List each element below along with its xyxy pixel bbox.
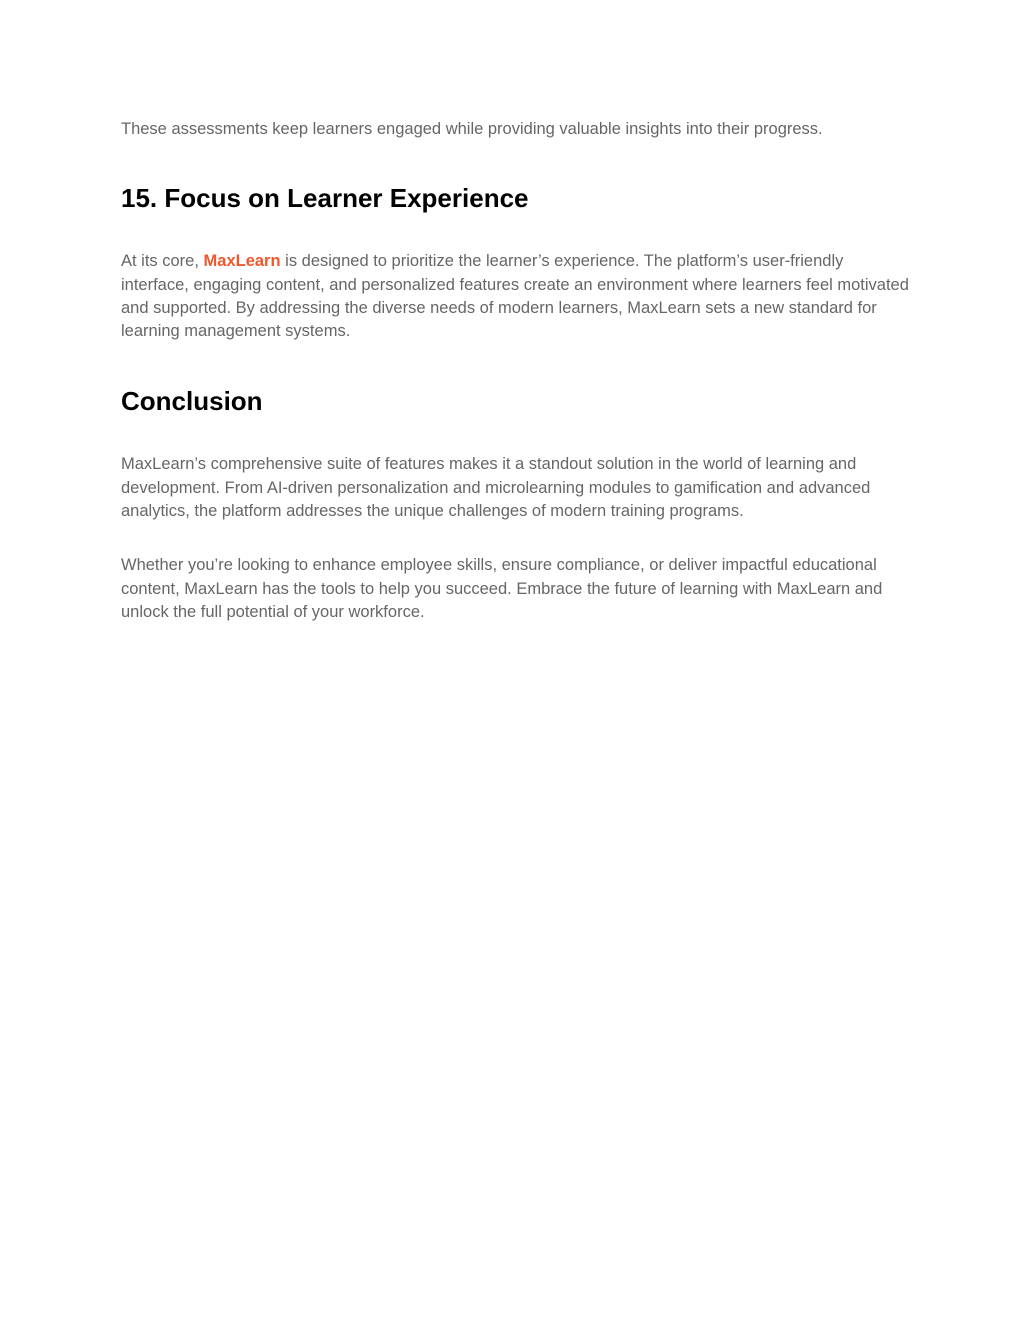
intro-paragraph: These assessments keep learners engaged while providing valuable insights into their progress. (121, 120, 823, 138)
conclusion-paragraph-1: MaxLearn’s comprehensive suite of features makes it a standout solution in the world of learning and development. From AI-driven personalization and microlearning modules to gamification and advanced analytics, the platform addresses the unique challenges of modern training programs. (121, 455, 871, 521)
paragraph-suffix-text: is designed to prioritize the learner’s experience. The platform’s user-friendly interface, engaging content, and personalized features create an environment where learners feel motivated and supported. By addressing the diverse needs of modern learners, MaxLearn sets a new standard for learning management systems. (121, 252, 909, 341)
learner-experience-paragraph (121, 250, 911, 343)
paragraph-prefix-text: At its core, (121, 252, 204, 271)
document-page (121, 118, 911, 624)
maxlearn-link[interactable]: MaxLearn (203, 252, 281, 271)
conclusion-paragraph-2: Whether you’re looking to enhance employee skills, ensure compliance, or deliver impactful educational content, MaxLearn has the tools to help you succeed. Embrace the future of learning with MaxLearn and unlock the full potential of your workforce. (121, 556, 883, 621)
section-heading-learner-experience: 15. Focus on Learner Experience (121, 183, 529, 214)
section-heading-conclusion: Conclusion (121, 386, 263, 417)
